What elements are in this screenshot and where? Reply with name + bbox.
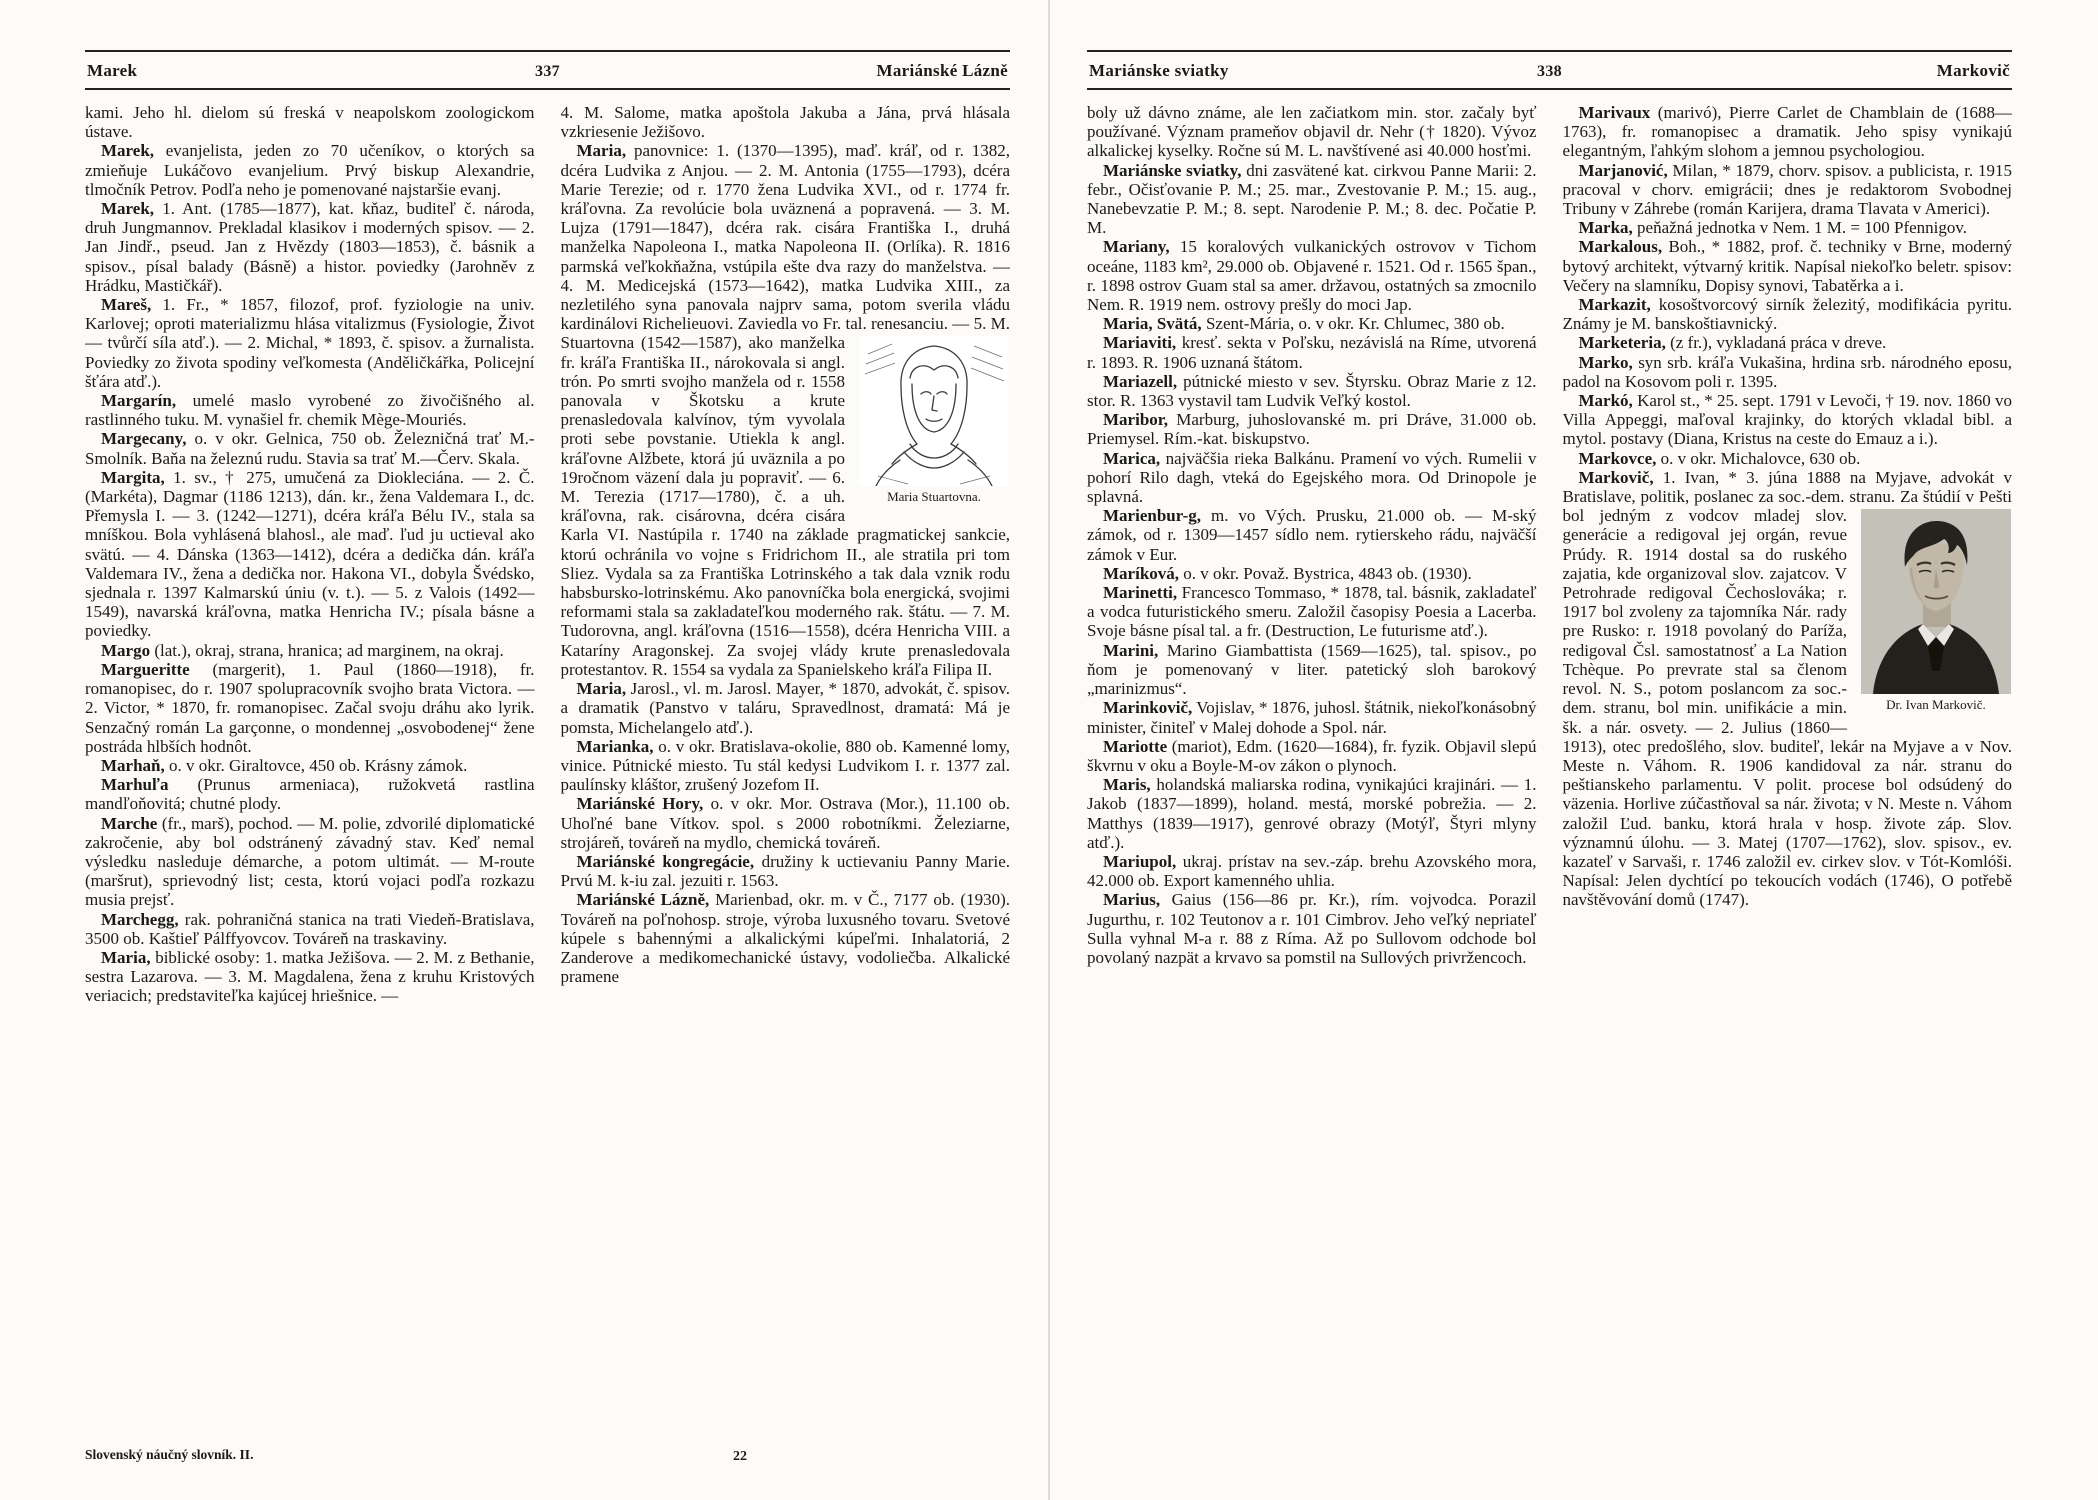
guide-word-left: Marek <box>87 61 138 80</box>
entry-paragraph: Mareš, 1. Fr., * 1857, filozof, prof. fyziologie na univ. Karlovej; oproti materializmu hlása vitalizmus (Fysiologie, Život — tvůrčí síla atď.). — 2. Michal, * 1893, č. spisov. a žurnalista. Poviedky zo života spodiny veľkomesta (Anděličkářka, Policejní šťára atď.). <box>85 295 535 391</box>
entry-paragraph: Marjanović, Milan, * 1879, chorv. spisov. a publicista, r. 1915 pracoval v chorv. emigrácii; dnes je redaktorom Svobodnej Tribuny v Záhrebe (román Karijera, drama Tlavata v Americi). <box>1562 160 2012 219</box>
page-number: 338 <box>1537 63 1562 80</box>
entry-headword: Maria, <box>576 679 627 699</box>
entry-headword: Marketeria, <box>1578 333 1666 353</box>
sheet-number: 22 <box>733 1449 747 1464</box>
entry-headword: Marica, <box>1103 448 1161 468</box>
entry-paragraph: kami. Jeho hl. dielom sú freská v neapolskom zoologickom ústave. <box>85 103 535 142</box>
text-columns <box>1087 103 2012 1448</box>
entry-paragraph: Marketeria, (z fr.), vykladaná práca v dreve. <box>1578 333 1887 353</box>
entry-paragraph: 4. M. Salome, matka apoštola Jakuba a Jána, prvá hlásala vzkriesenie Ježišovo. <box>560 103 1010 142</box>
entry-headword: Marjanović, <box>1578 160 1668 180</box>
entry-headword: Marek, <box>101 199 155 219</box>
page-header <box>1087 50 2012 90</box>
entry-paragraph: Maria, Jarosl., vl. m. Jarosl. Mayer, * 1870, advokát, č. spisov. a dramatik (Panstvo v taláru, Spravedlnost, dramatá: Má je pomsta, Michelangelo atď.). <box>560 679 1010 737</box>
entry-paragraph: Marche (fr., marš), pochod. — M. polie, zdvorilé diplomatické zakročenie, aby bol odstránený závadný stav. Keď nemal výsledku nasleduje démarche, a potom ultimát. — M-route (maršrut), sprievodný list; cesta, ktorú vojaci podľa rozkazu musia prejsť. <box>85 813 535 910</box>
entry-headword: Marhuľa <box>101 775 169 795</box>
entry-paragraph: Marko, syn srb. kráľa Vukašina, hrdina srb. národného eposu, padol na Kosovom poli r. 1395. <box>1562 352 2012 391</box>
entry-paragraph: Mariánské Hory, o. v okr. Mor. Ostrava (Mor.), 11.100 ob. Uhoľné bane Vítkov. spol. s 2000 robotníkmi. Železiarne, strojáreň, továreň na mydlo, chemická továreň. <box>560 794 1010 852</box>
entry-headword: Maria, <box>576 141 627 161</box>
entry-headword: Mariánské Hory, <box>576 794 704 814</box>
guide-word-right: Markovič <box>1936 61 2010 80</box>
entry-headword: Maris, <box>1103 775 1151 795</box>
entry-paragraph: Marianka, o. v okr. Bratislava-okolie, 880 ob. Kamenné lomy, vinice. Pútnické miesto. Tu stál kedysi Ludvikom I. r. 1377 zal. paulínsky kláštor, zrušený Jozefom II. <box>560 736 1010 795</box>
entry-paragraph: Marek, evanjelista, jeden zo 70 učeníkov, o ktorých sa zmieňuje Lukáčovo evanjelium. Prvý biskup Alexandrie, tlmočník Petrov. Podľa neho je pomenované najstaršie evanj. <box>85 141 535 199</box>
entry-headword: Marinkovič, <box>1103 698 1193 718</box>
entry-headword: Margarín, <box>101 391 177 411</box>
entry-headword: Marivaux <box>1578 103 1651 122</box>
entry-paragraph: Mariotte (mariot), Edm. (1620—1684), fr. fyzik. Objavil slepú škvrnu v oku a Boyle-M-ov zákon o plynoch. <box>1087 736 1537 775</box>
entry-paragraph: Margarín, umelé maslo vyrobené zo živočišného al. rastlinného tuku. M. vynašiel fr. chemik Mège-Mouriés. <box>85 391 535 430</box>
entry-paragraph: Mariánske sviatky, dni zasvätené kat. cirkvou Panne Marii: 2. febr., Očisťovanie P. M.; 25. mar., Zvestovanie P. M.; 15. aug., Nanebevzatie P. M.; 8. sept. Narodenie P. M.; 8. dec. Počatie P. M. <box>1087 160 1537 238</box>
page-header <box>85 50 1010 90</box>
guide-word-right: Mariánské Lázně <box>876 61 1008 80</box>
entry-headword: Maria, Svätá, <box>1103 314 1202 334</box>
entry-headword: Mareš, <box>101 295 152 315</box>
entry-paragraph: Marhuľa (Prunus armeniaca), ružokvetá rastlina mandľoňovitá; chutné plody. <box>85 775 535 814</box>
entry-headword: Mariánské Lázně, <box>576 890 710 910</box>
entry-paragraph: Maríková, o. v okr. Považ. Bystrica, 4843 ob. (1930). <box>1103 563 1472 583</box>
entry-headword: Margo <box>101 640 151 660</box>
entry-paragraph: Maria, panovnice: 1. (1370—1395), maď. kráľ, od r. 1382, dcéra Ludvika z Anjou. — 2. M. Antonia (1755—1793), dcéra Marie Terezie; od r. 1770 žena Ludvika XVI., od r. 1774 fr. kráľovna. Za revolúcie bola uväznená a popravená. — 3. M. Lujza (1791—1847), dcéra rak. cisára Františka I., druhá manželka Napoleona I., matka Napoleona II. (Orlíka). R. 1816 parmská veľkokňažna, vstúpila ešte dva razy do manželstva. — 4. M. Medicejská (1573—1642), matka Ludvika XIII., za nezletilého syna panovala najprv sama, potom sverila vládu kardinálovi Richelieuovi. Zaviedla vo Fr. tal. renesanciu. Maria Stuartovna. — 5. M. Stuartovna (1542—1587), ako manželka fr. kráľa Františka II., nárokovala si angl. trón. Po smrti svojho manžela od r. 1558 panovala v Škotsku a krute prenasledovala kalvínov, tým vyvolala proti sebe povstanie. Utiekla k angl. kráľovne Alžbete, ktorá jú uväznila a po 19ročnom väzení dala ju popraviť. — 6. M. Terezia (1717—1780), č. a uh. kráľovna, rak. cisárovna, dcéra cisára Karla VI. Nastúpila r. 1740 na základe pragmatickej sankcie, ktorú ochránila vo vojne s Fridrichom II., ale stratila pri tom Sliez. Vydala sa za Františka Lotrinského a tak dala vznik rodu habsbursko-lotrinskému. Ako panovníčka bola energická, svojimi reformami stala sa zakladateľkou moderného rak. štátu. — 7. M. Tudorovna, angl. kráľovna (1516—1558), dcéra Henricha VIII. a Kataríny Aragonskej. Za svojej vlády krute prenasledovala protestantov. R. 1554 sa vydala za Spanielskeho kráľa Filipa II. <box>560 141 1010 679</box>
entry-paragraph: Marka, peňažná jednotka v Nem. 1 M. = 100 Pfennigov. <box>1578 218 1968 238</box>
entry-headword: Marhaň, <box>101 755 165 775</box>
entry-paragraph: Markalous, Boh., * 1882, prof. č. techniky v Brne, moderný bytový architekt, výtvarný kritik. Napísal niekoľko beletr. spisov: Večery na slamníku, Dopisy synovi, Tabatěrka a i. <box>1562 237 2012 295</box>
entry-paragraph: Maris, holandská maliarska rodina, vynikajúci krajinári. — 1. Jakob (1837—1899), holand. mestá, morské pobrežia. — 2. Matthys (1839—1917), genrové obrazy (Motýľ, Štyri mlyny atď.). <box>1087 775 1537 852</box>
entry-paragraph: Mariupol, ukraj. prístav na sev.-záp. brehu Azovského mora, 42.000 ob. Export kamenného uhlia. <box>1087 851 1537 891</box>
volume-signature: Slovenský náučný slovník. II. <box>85 1447 254 1462</box>
entry-headword: Maria, <box>101 947 151 967</box>
entry-paragraph: Marhaň, o. v okr. Giraltovce, 450 ob. Krásny zámok. <box>101 755 468 775</box>
entry-headword: Mariánske sviatky, <box>1103 160 1242 180</box>
entry-paragraph: Markazit, kosoštvorcový sirník železitý, modifikácia pyritu. Známy je M. banskoštiavnický. <box>1562 295 2012 334</box>
entry-paragraph: Markovič, 1. Ivan, * 3. júna 1888 na Myjave, advokát v Bratislave, politik, poslanec za soc.-dem. stranu. Za štúdií v Pešti bol jedným z vodcov Dr. Ivan Markovič. mladej slov. generácie a redigoval jej orgán, revue Prúdy. R. 1914 dostal sa do ruského zajatia, kde organizoval slov. zajatcov. V Petrohrade redigoval Čechoslováka; r. 1917 bol zvoleny za tajomníka Nár. rady pre Rusko: r. 1918 povolaný do Paríža, redigoval Čsl. samostatnosť a La Nation Tchèque. Po prevrate stal sa členom revol. N. S., potom poslancom za soc.-dem. stranu, bol min. unifikácie a min. šk. a nár. osvety. — 2. Julius (1860—1913), otec predošlého, slov. buditeľ, lekár na Myjave a v Nov. Meste n. Váhom. R. 1906 kandidoval za nár. stranu do peštianskeho parlamentu. V polit. procese bol odsúdený do väzenia. Horlive zúčastňoval sa nár. života; v N. Meste n. Váhom založil Ľud. banku, ktorá hrala v hosp. živote záp. Slov. významnú úlohu. — 3. Matej (1707—1762), slov. spisov., ev. kazateľ v Sarvaši, r. 1746 založil ev. cirkev slov. v Tót-Komlóši. Napísal: Jelen dychtící po tekoucích vodách (1746), O potřebě navštěvování domů (1747). <box>1562 467 2012 910</box>
entry-paragraph: Mariazell, pútnické miesto v sev. Štyrsku. Obraz Marie z 12. stor. R. 1363 vystavil tam Ludvik Veľký kostol. <box>1087 371 1537 411</box>
entry-paragraph: Marius, Gaius (156—86 pr. Kr.), rím. vojvodca. Porazil Jugurthu, r. 102 Teutonov a r. 101 Cimbrov. Jeho veľký nepriateľ Sulla vyhnal M-a r. 88 z Ríma. Až po Sullovom odchode bol povolaný nazpät a krvavo sa pomstil na Sullových privržencoch. <box>1087 890 1537 967</box>
entry-paragraph: Margecany, o. v okr. Gelnica, 750 ob. Železničná trať M.-Smolník. Baňa na železnú rudu. Stavia sa trať M.—Červ. Skala. <box>85 429 535 468</box>
entry-headword: Mariany, <box>1103 237 1170 257</box>
entry-headword: Mariotte <box>1103 736 1168 756</box>
entry-paragraph: Margueritte (margerit), 1. Paul (1860—1918), fr. romanopisec, do r. 1907 spolupracovník svojho brata Victora. — 2. Victor, * 1870, fr. romanopisec. Začal svoju dráhu ako lyrik. Senzačný román La garçonne, o mondennej „osvobodenej“ žene postráda hlbších hodnôt. <box>85 659 535 756</box>
entry-headword: Marchegg, <box>101 909 179 929</box>
entry-paragraph: Mariaviti, kresť. sekta v Poľsku, nezávislá na Ríme, utvorená r. 1893. R. 1906 uznaná štátom. <box>1087 333 1537 372</box>
entry-paragraph: Marek, 1. Ant. (1785—1877), kat. kňaz, buditeľ č. národa, druh Jungmannov. Prekladal klasikov i moderných spisov. — 2. Jan Jindř., pseud. Jan z Hvězdy (1803—1853), č. básnik a spisov., písal balady (Básně) a histor. poviedky (Jarohněv z Hrádku, Mastičkář). <box>85 199 535 295</box>
entry-headword: Marche <box>101 813 158 833</box>
entry-headword: Marini, <box>1103 640 1159 660</box>
entry-headword: Markazit, <box>1578 295 1651 315</box>
entry-headword: Markó, <box>1578 391 1633 411</box>
entry-headword: Marianka, <box>576 736 654 756</box>
maria-stuartovna-portrait <box>858 336 1010 505</box>
entry-headword: Margueritte <box>101 659 190 679</box>
entry-headword: Markalous, <box>1578 237 1663 257</box>
entry-paragraph: Markovce, o. v okr. Michalovce, 630 ob. <box>1578 448 1861 468</box>
entry-paragraph: Maria, Svätá, Szent-Mária, o. v okr. Kr. Chlumec, 380 ob. <box>1103 314 1505 334</box>
text-column-4 <box>1563 103 2013 1448</box>
entry-paragraph: Mariany, 15 koralových vulkanických ostrovov v Tichom oceáne, 1183 km², 29.000 ob. Objavené r. 1521. Od r. 1565 špan., r. 1898 ostrov Guam stal sa amer. državou, ostatných sa zmocnilo Nem. R. 1919 nem. ostrovy prešly do moci Jap. <box>1087 237 1537 315</box>
woodcut-portrait-icon <box>860 336 1008 486</box>
entry-headword: Markovce, <box>1578 448 1657 468</box>
entry-paragraph: Margita, 1. sv., † 275, umučená za Diokleciána. — 2. Č. (Markéta), Dagmar (1186 1213), dán. kr., žena Valdemara I., dc. Přemysla I. — 3. (1242—1271), dcéra kráľa Bélu IV., stala sa mníškou. Bola vyhlásená blahosl., ale maď. ľud ju uctieval ako svätú. — 4. Dánska (1363—1412), dcéra a dedička dán. kráľa Valdemara IV., žena a dedička nor. Hakona VI., dobyla Švédsko, sjednala r. 1397 Kalmarskú úniu (v. t.). — 5. z Valois (1492—1549), navarská kráľovna, matka Henricha IV.; písala básne a poviedky. <box>85 467 535 641</box>
guide-word-left: Mariánske sviatky <box>1089 61 1229 80</box>
entry-headword: Mariazell, <box>1103 371 1178 391</box>
text-column-2 <box>561 103 1011 1448</box>
entry-paragraph: Marivaux (marivó), Pierre Carlet de Chamblain de (1688—1763), fr. romanopisec a dramatik. Jeho spisy vynikajú elegantným, ľahkým slohom a jemnou psychologiou. <box>1562 103 2012 161</box>
entry-paragraph: boly už dávno známe, ale len začiatkom min. stor. začaly byť používané. Význam prameňov objavil dr. Nehr († 1820). Vývoz alkalickej kyselky. Ročne sú M. L. navštívené asi 40.000 hosťmi. <box>1087 103 1537 161</box>
photo-portrait-icon <box>1861 509 2011 694</box>
entry-paragraph: Markó, Karol st., * 25. sept. 1791 v Levoči, † 19. nov. 1860 vo Villa Appeggi, maľoval krajinky, do ktorých vkladal bibl. a mytol. postavy (Diana, Kristus na ceste do Emauz a i.). <box>1562 391 2012 449</box>
entry-headword: Mariupol, <box>1103 851 1177 871</box>
entry-paragraph: Marica, najväčšia rieka Balkánu. Pramení vo vých. Rumelii v pohorí Rilo dagh, vteká do Egejského mora. Od Drinopole je splavná. <box>1087 448 1537 507</box>
entry-paragraph: Marienbur-g, m. vo Vých. Prusku, 21.000 ob. — M-ský zámok, od r. 1309—1457 sídlo nem. rytierskeho rádu, najväčší zámok v Eur. <box>1087 506 1537 564</box>
entry-paragraph: Marinkovič, Vojislav, * 1876, juhosl. štátnik, niekoľkonásobný minister, činiteľ v Malej dohode a Spol. nár. <box>1087 698 1537 737</box>
ivan-markovic-portrait <box>1860 509 2012 713</box>
entry-paragraph: Mariánské Lázně, Marienbad, okr. m. v Č., 7177 ob. (1930). Továreň na poľnohosp. stroje, výroba luxusného tovaru. Svetové kúpele s bahennými a alkalickými kúpeľmi. Inhalatoriá, 2 Zanderove a medikomechanické ústavy, vodoliečba. Alkalické pramene <box>560 890 1010 987</box>
entry-headword: Marko, <box>1578 352 1633 372</box>
entry-headword: Maríková, <box>1103 563 1180 583</box>
page-number: 337 <box>535 63 560 80</box>
figure-caption: Dr. Ivan Markovič. <box>1886 697 1986 713</box>
entry-headword: Marienbur-g, <box>1103 506 1202 526</box>
page-338 <box>1049 0 2098 1500</box>
entry-paragraph: Maria, biblické osoby: 1. matka Ježišova. — 2. M. z Bethanie, sestra Lazarova. — 3. M. Magdalena, žena z kruhu Kristových veriacich; predstaviteľka kajúcej hriešnice. — <box>85 947 535 1006</box>
figure-caption: Maria Stuartovna. <box>887 489 981 505</box>
entry-headword: Mariánské kongregácie, <box>576 851 755 871</box>
text-column-3 <box>1087 103 1537 1448</box>
entry-headword: Markovič, <box>1578 467 1654 487</box>
entry-headword: Margita, <box>101 467 165 487</box>
entry-headword: Marinetti, <box>1103 583 1178 603</box>
entry-headword: Mariaviti, <box>1103 333 1177 353</box>
entry-paragraph: Marchegg, rak. pohraničná stanica na trati Viedeň-Bratislava, 3500 ob. Kaštieľ Pálffyovcov. Továreň na traskaviny. <box>85 909 535 948</box>
entry-headword: Marek, <box>101 141 155 161</box>
entry-headword: Maribor, <box>1103 410 1169 430</box>
entry-headword: Margecany, <box>101 429 187 449</box>
entry-headword: Marka, <box>1578 218 1633 238</box>
entry-paragraph: Maribor, Marburg, juhoslovanské m. pri Dráve, 31.000 ob. Priemysel. Rím.-kat. biskupstvo. <box>1087 410 1537 449</box>
entry-headword: Marius, <box>1103 890 1161 910</box>
entry-paragraph: Mariánské kongregácie, družiny k uctievaniu Panny Marie. Prvú M. k-iu zal. jezuiti r. 1563. <box>560 851 1010 891</box>
entry-paragraph: Marinetti, Francesco Tommaso, * 1878, tal. básnik, zakladateľ a vodca futuristického smeru. Založil časopisy Poesia a Lacerba. Svoje básne písal tal. a fr. (Destruction, Le futurisme atď.). <box>1087 583 1537 641</box>
text-column-1 <box>85 103 535 1448</box>
entry-paragraph: Marini, Marino Giambattista (1569—1625), tal. spisov., po ňom je pomenovaný v liter. patetický sloh barokový „marinizmus“. <box>1087 640 1537 699</box>
text-columns <box>85 103 1010 1448</box>
entry-paragraph: Margo (lat.), okraj, strana, hranica; ad marginem, na okraj. <box>101 640 504 660</box>
